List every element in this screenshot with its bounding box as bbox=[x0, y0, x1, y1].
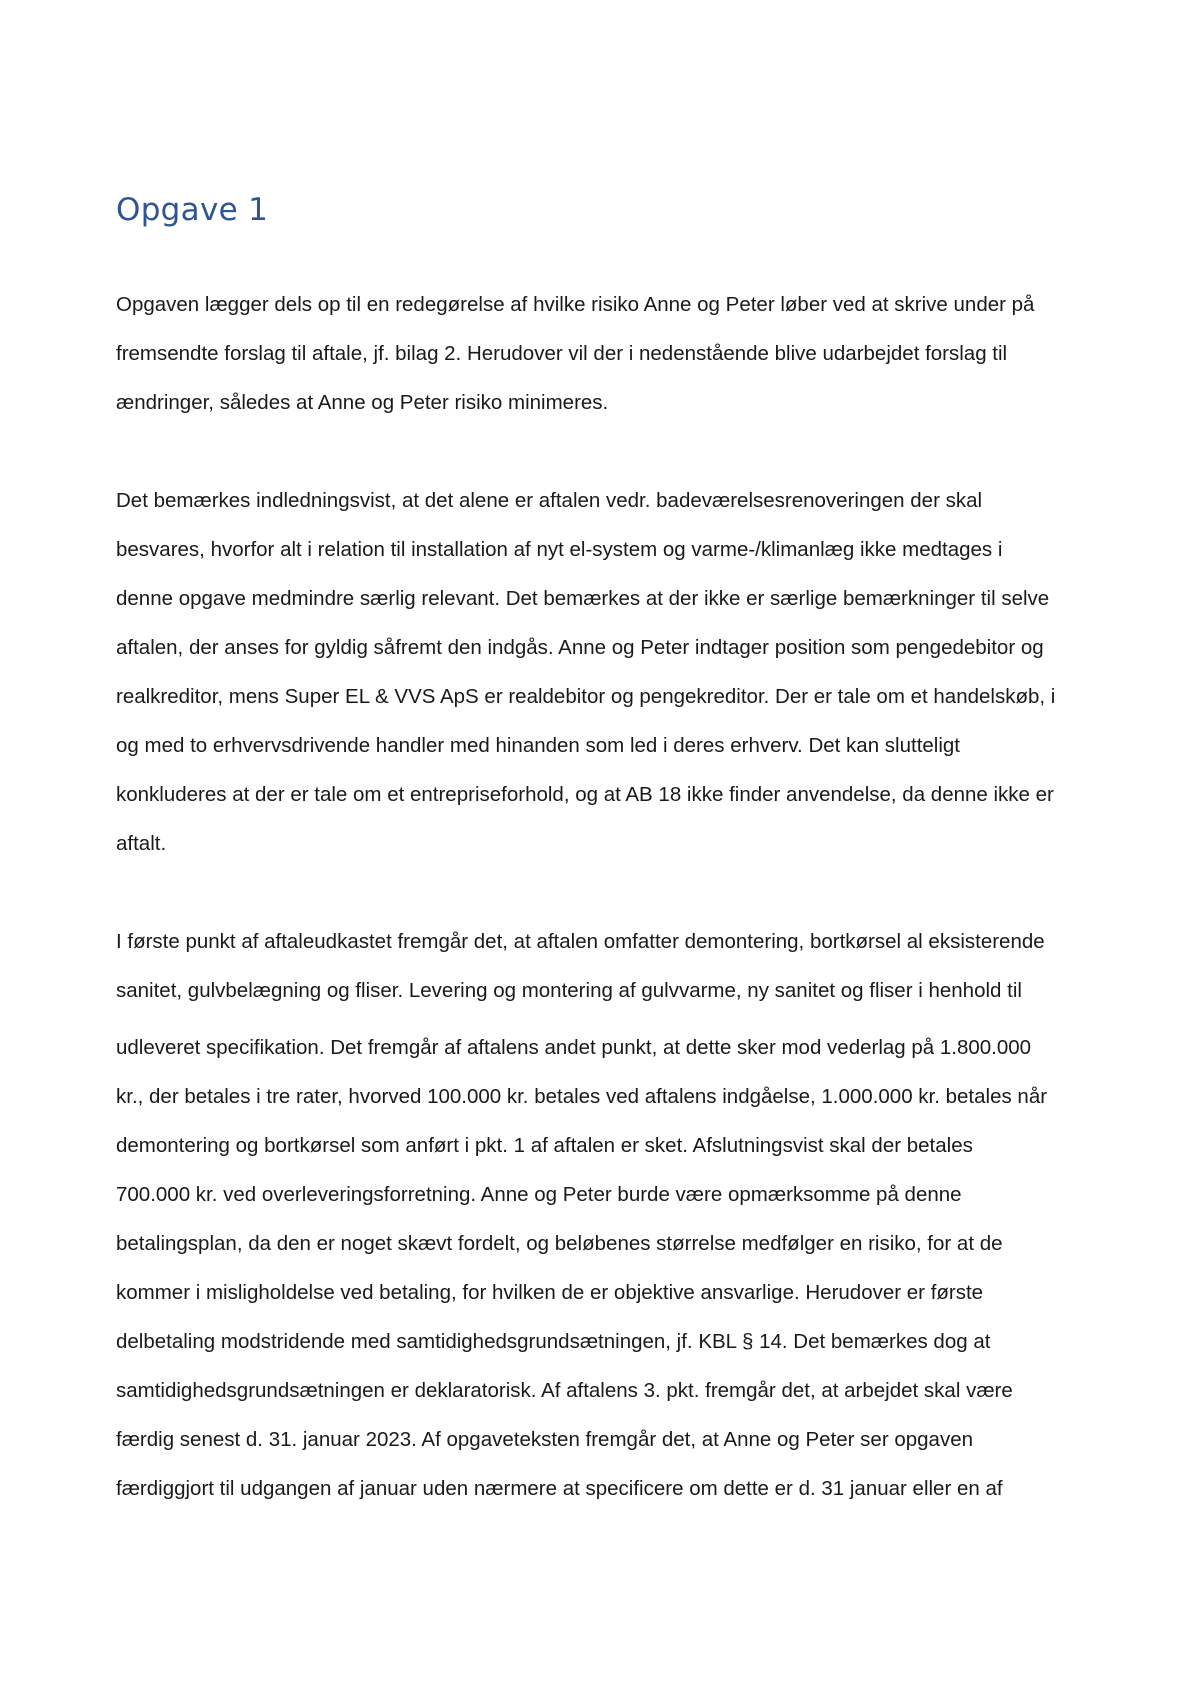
text-line: konkluderes at der er tale om et entrepriseforhold, og at AB 18 ikke finder anvendelse, da denne ikke er bbox=[116, 783, 1054, 806]
section-heading: Opgave 1 bbox=[116, 192, 269, 228]
text-line: besvares, hvorfor alt i relation til installation af nyt el-system og varme-/klimanlæg ikke medtages i bbox=[116, 538, 1003, 561]
text-line: udleveret specifikation. Det fremgår af aftalens andet punkt, at dette sker mod vederlag på 1.800.000 bbox=[116, 1036, 1032, 1059]
text-line: Det bemærkes indledningsvist, at det alene er aftalen vedr. badeværelsesrenoveringen der skal bbox=[116, 489, 983, 512]
paragraph-agreement-terms bbox=[116, 917, 1096, 1513]
text-line: kr., der betales i tre rater, hvorved 100.000 kr. betales ved aftalens indgåelse, 1.000.000 kr. betales når bbox=[116, 1085, 1048, 1108]
text-line: færdig senest d. 31. januar 2023. Af opgaveteksten fremgår det, at Anne og Peter ser opgaven bbox=[116, 1428, 974, 1451]
text-line: betalingsplan, da den er noget skævt fordelt, og beløbenes størrelse medfølger en risiko, for at de bbox=[116, 1232, 1003, 1255]
text-line: realkreditor, mens Super EL & VVS ApS er realdebitor og pengekreditor. Der er tale om et handelskøb, i bbox=[116, 685, 1056, 708]
text-line: delbetaling modstridende med samtidighedsgrundsætningen, jf. KBL § 14. Det bemærkes dog at bbox=[116, 1330, 991, 1353]
text-line: kommer i misligholdelse ved betaling, for hvilken de er objektive ansvarlige. Herudover er første bbox=[116, 1281, 984, 1304]
paragraph-intro bbox=[116, 280, 1096, 427]
text-line: demontering og bortkørsel som anført i pkt. 1 af aftalen er sket. Afslutningsvist skal der betales bbox=[116, 1134, 973, 1157]
document-body bbox=[116, 280, 1096, 1513]
text-line: I første punkt af aftaleudkastet fremgår det, at aftalen omfatter demontering, bortkørsel al eksisterende bbox=[116, 930, 1045, 953]
text-line: 700.000 kr. ved overleveringsforretning. Anne og Peter burde være opmærksomme på denne bbox=[116, 1183, 962, 1206]
text-line: og med to erhvervsdrivende handler med hinanden som led i deres erhverv. Det kan slutteligt bbox=[116, 734, 960, 757]
text-line: samtidighedsgrundsætningen er deklaratorisk. Af aftalens 3. pkt. fremgår det, at arbejdet skal være bbox=[116, 1379, 1013, 1402]
text-line: denne opgave medmindre særlig relevant. Det bemærkes at der ikke er særlige bemærkninger til selve bbox=[116, 587, 1050, 610]
text-line: aftalt. bbox=[116, 832, 167, 855]
text-line: færdiggjort til udgangen af januar uden nærmere at specificere om dette er d. 31 januar eller en af bbox=[116, 1477, 1003, 1500]
text-line: sanitet, gulvbelægning og fliser. Levering og montering af gulvvarme, ny sanitet og fliser i henhold til bbox=[116, 979, 1022, 1002]
text-line: Opgaven lægger dels op til en redegørelse af hvilke risiko Anne og Peter løber ved at skrive under på bbox=[116, 293, 1035, 316]
text-line: ændringer, således at Anne og Peter risiko minimeres. bbox=[116, 391, 609, 414]
paragraph-scope bbox=[116, 476, 1096, 868]
text-line: fremsendte forslag til aftale, jf. bilag 2. Herudover vil der i nedenstående blive udarbejdet forslag til bbox=[116, 342, 1008, 365]
text-line: aftalen, der anses for gyldig såfremt den indgås. Anne og Peter indtager position som pengedebitor og bbox=[116, 636, 1044, 659]
